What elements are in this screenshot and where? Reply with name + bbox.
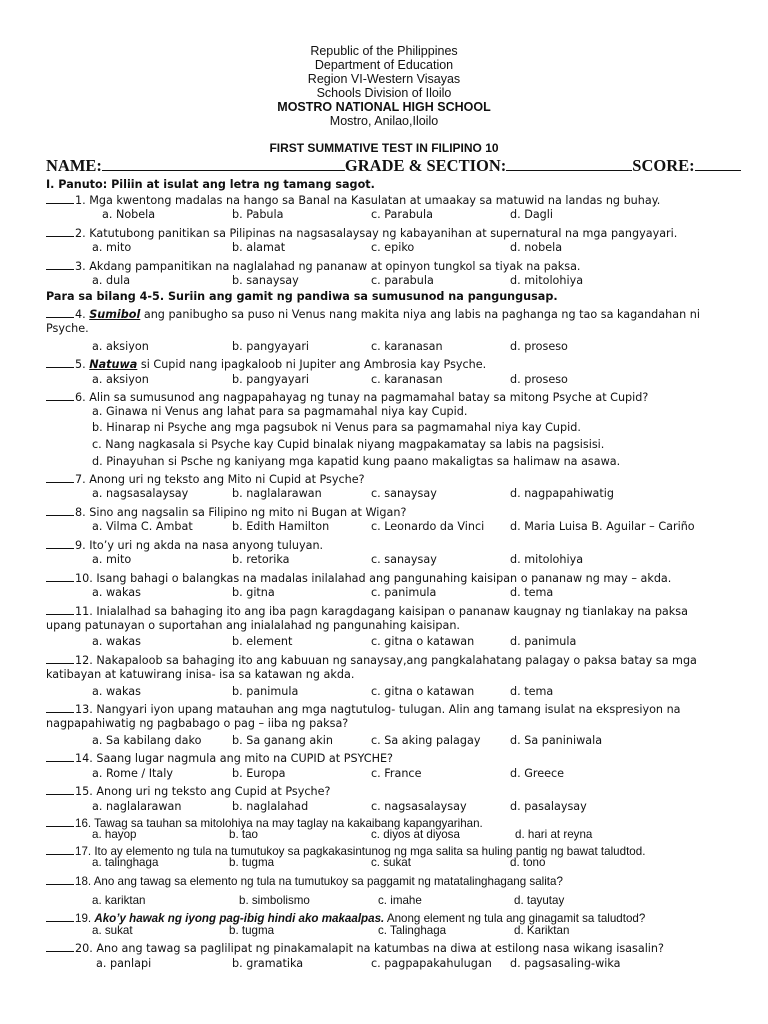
question-15: 15. Anong uri ng teksto ang Cupid at Psyche?	[46, 783, 330, 799]
option: c. gitna o katawan	[371, 685, 475, 698]
option: b. retorika	[232, 553, 290, 566]
answer-blank[interactable]	[46, 537, 74, 549]
option: d. proseso	[510, 340, 568, 353]
option: c. Leonardo da Vinci	[371, 520, 485, 533]
question-8: 8. Sino ang nagsalin sa Filipino ng mito ni Bugan at Wigan?	[46, 504, 406, 520]
option: b. Hinarap ni Psyche ang mga pagsubok ni Venus para sa pagmamahal niya kay Cupid.	[92, 421, 581, 434]
option: c. epiko	[371, 241, 415, 254]
name-label: NAME:	[46, 156, 102, 175]
option: a. Vilma C. Ambat	[92, 520, 193, 533]
question-9: 9. Ito’y uri ng akda na nasa anyong tuluyan.	[46, 537, 323, 553]
option: b. simbolismo	[239, 894, 310, 907]
option: a. wakas	[92, 586, 141, 599]
question-4: 4. Sumibol ang panibugho sa puso ni Venus nang makita niya ang labis na paghanga ng tao sa kagandahan ni	[46, 306, 700, 322]
option: c. karanasan	[371, 373, 443, 386]
option: b. panimula	[232, 685, 299, 698]
section-note: Para sa bilang 4-5. Suriin ang gamit ng pandiwa sa sumusunod na pangungusap.	[46, 290, 558, 303]
option: c. diyos at diyosa	[371, 828, 460, 841]
option: d. nobela	[510, 241, 563, 254]
test-title: FIRST SUMMATIVE TEST IN FILIPINO 10	[269, 141, 499, 155]
option: b. naglalarawan	[232, 487, 322, 500]
question-16: 16. Tawag sa tauhan sa mitolohiya na may taglay na kakaibang kapangyarihan.	[46, 815, 483, 831]
option: d. panimula	[510, 635, 577, 648]
answer-blank[interactable]	[46, 652, 74, 664]
option: c. imahe	[378, 894, 422, 907]
option: d. tono	[510, 856, 546, 869]
option: d. mitolohiya	[510, 274, 584, 287]
answer-blank[interactable]	[46, 356, 74, 368]
option: b. tao	[229, 828, 259, 841]
header-region: Region VI-Western Visayas	[307, 72, 461, 86]
option: d. mitolohiya	[510, 553, 584, 566]
grade-blank[interactable]	[506, 156, 632, 171]
option: d. tayutay	[514, 894, 565, 907]
school-name: MOSTRO NATIONAL HIGH SCHOOL	[277, 100, 491, 114]
option: d. nagpapahiwatig	[510, 487, 614, 500]
option: b. pangyayari	[232, 373, 310, 386]
answer-blank[interactable]	[46, 306, 74, 318]
answer-blank[interactable]	[46, 783, 74, 795]
option: c. parabula	[371, 274, 434, 287]
question-19: 19. Ako’y hawak ng iyong pag-ibig hindi ako makaalpas. Anong element ng tula ang ginagamit sa taludtod?	[46, 910, 645, 926]
highlighted-verb: Natuwa	[89, 358, 138, 371]
option: d. Dagli	[510, 208, 554, 221]
question-17: 17. Ito ay elemento ng tula na tumutukoy sa pagkakasintunog ng mga salita sa huling pantig ng bawat taludtod.	[46, 843, 645, 859]
option: b. alamat	[232, 241, 286, 254]
option: b. Pabula	[232, 208, 284, 221]
school-address: Mostro, Anilao,Iloilo	[329, 114, 439, 128]
option: a. wakas	[92, 635, 141, 648]
option: d. Pinayuhan si Psche ng kaniyang mga kapatid kung paano makaligtas sa halimaw na asawa.	[92, 455, 621, 468]
option: c. France	[371, 767, 422, 780]
question-10: 10. Isang bahagi o balangkas na madalas inilalahad ang pangunahing kaisipan o pananaw ng may – akda.	[46, 570, 671, 586]
option: a. dula	[92, 274, 131, 287]
answer-blank[interactable]	[46, 570, 74, 582]
option: c. panimula	[371, 586, 437, 599]
answer-blank[interactable]	[46, 603, 74, 615]
highlighted-verb: Sumibol	[89, 308, 141, 321]
answer-blank[interactable]	[46, 192, 74, 204]
option: a. naglalarawan	[92, 800, 182, 813]
option: c. Talinghaga	[378, 924, 447, 937]
option: d. Maria Luisa B. Aguilar – Cariño	[510, 520, 695, 533]
answer-blank[interactable]	[46, 471, 74, 483]
option: b. sanaysay	[232, 274, 299, 287]
option: b. naglalahad	[232, 800, 309, 813]
option: a. Sa kabilang dako	[92, 734, 202, 747]
instruction: I. Panuto: Piliin at isulat ang letra ng tamang sagot.	[46, 178, 375, 191]
name-blank[interactable]	[102, 156, 345, 171]
answer-blank[interactable]	[46, 910, 74, 922]
option: d. pagsasaling-wika	[510, 957, 621, 970]
header-division: Schools Division of Iloilo	[316, 86, 452, 100]
question-11-cont: upang patunayan o suportahan ang inialalahad ng pangunahing kaisipan.	[46, 619, 460, 632]
option: a. Rome / Italy	[92, 767, 174, 780]
question-6: 6. Alin sa sumusunod ang nagpapahayag ng tunay na pagmamahal batay sa mitong Psyche at Cupid?	[46, 389, 648, 405]
option: b. tugma	[229, 924, 275, 937]
option: b. Sa ganang akin	[232, 734, 333, 747]
option: d. Greece	[510, 767, 565, 780]
option: a. sukat	[92, 924, 133, 937]
header-department: Department of Education	[314, 58, 454, 72]
score-blank[interactable]	[695, 156, 741, 171]
option: d. pasalaysay	[510, 800, 587, 813]
question-2: 2. Katutubong panitikan sa Pilipinas na nagsasalaysay ng kabayanihan at supernatural na mga pangyayari.	[46, 225, 677, 241]
answer-blank[interactable]	[46, 258, 74, 270]
question-13: 13. Nangyari iyon upang matauhan ang mga nagtutulog- tulugan. Alin ang tamang isulat na ekspresiyon na	[46, 701, 681, 717]
option: c. nagsasalaysay	[371, 800, 467, 813]
question-7: 7. Anong uri ng teksto ang Mito ni Cupid at Psyche?	[46, 471, 365, 487]
option: a. kariktan	[92, 894, 146, 907]
answer-blank[interactable]	[46, 225, 74, 237]
option: a. hayop	[92, 828, 137, 841]
option: d. Sa paniniwala	[510, 734, 603, 747]
option: b. Europa	[232, 767, 286, 780]
option: b. gramatika	[232, 957, 304, 970]
option: b. element	[232, 635, 293, 648]
option: a. mito	[92, 553, 132, 566]
option: b. pangyayari	[232, 340, 310, 353]
option: a. Ginawa ni Venus ang lahat para sa pagmamahal niya kay Cupid.	[92, 405, 468, 418]
question-12: 12. Nakapaloob sa bahaging ito ang kabuuan ng sanaysay,ang pangkalahatang palagay o paksa batay sa mga	[46, 652, 697, 668]
quoted-line: Ako’y hawak ng iyong pag-ibig hindi ako makaalpas.	[94, 912, 385, 925]
answer-blank[interactable]	[46, 940, 74, 952]
score-label: SCORE:	[632, 156, 695, 175]
option: c. pagpapakahulugan	[371, 957, 492, 970]
option: a. aksiyon	[92, 373, 149, 386]
name-row	[46, 156, 726, 176]
question-4-cont: Psyche.	[46, 322, 89, 335]
option: c. sanaysay	[371, 553, 437, 566]
option: c. sukat	[371, 856, 411, 869]
option: a. mito	[92, 241, 132, 254]
answer-blank[interactable]	[46, 389, 74, 401]
option: c. Parabula	[371, 208, 433, 221]
answer-blank[interactable]	[46, 701, 74, 713]
option: d. tema	[510, 586, 554, 599]
option: a. nagsasalaysay	[92, 487, 189, 500]
question-3: 3. Akdang pampanitikan na naglalahad ng pananaw at opinyon tungkol sa tiyak na paksa.	[46, 258, 580, 274]
option: a. panlapi	[96, 957, 152, 970]
option: a. aksiyon	[92, 340, 149, 353]
option: c. sanaysay	[371, 487, 437, 500]
option: c. Sa aking palagay	[371, 734, 481, 747]
question-1: 1. Mga kwentong madalas na hango sa Banal na Kasulatan at umaakay sa matuwid na landas ng buhay.	[46, 192, 660, 208]
question-12-cont: katibayan at katuwirang inisa- isa sa katawan ng akda.	[46, 668, 355, 681]
question-11: 11. Inialalhad sa bahaging ito ang iba pagn karagdagang kaisipan o pananaw kaugnay ng tianlakay na paksa	[46, 603, 688, 619]
answer-blank[interactable]	[46, 815, 74, 827]
question-18: 18. Ano ang tawag sa elemento ng tula na tumutukoy sa paggamit ng matatalinghagang salita?	[46, 873, 563, 889]
question-14: 14. Saang lugar nagmula ang mito na CUPID at PSYCHE?	[46, 750, 393, 766]
option: c. karanasan	[371, 340, 443, 353]
option: b. tugma	[229, 856, 275, 869]
answer-blank[interactable]	[46, 873, 74, 885]
option: b. gitna	[232, 586, 275, 599]
option: c. gitna o katawan	[371, 635, 475, 648]
option: a. Nobela	[102, 208, 156, 221]
option: a. talinghaga	[92, 856, 159, 869]
option: d. proseso	[510, 373, 568, 386]
option: d. tema	[510, 685, 554, 698]
answer-blank[interactable]	[46, 504, 74, 516]
question-5: 5. Natuwa si Cupid nang ipagkaloob ni Jupiter ang Ambrosia kay Psyche.	[46, 356, 486, 372]
question-20: 20. Ano ang tawag sa paglilipat ng pinakamalapit na katumbas na diwa at estilong nasa wikang isasalin?	[46, 940, 664, 956]
option: c. Nang nagkasala si Psyche kay Cupid binalak niyang magpakamatay sa labis na pagsisisi.	[92, 438, 605, 451]
option: d. Kariktan	[514, 924, 570, 937]
option: d. hari at reyna	[515, 828, 593, 841]
answer-blank[interactable]	[46, 750, 74, 762]
header-country: Republic of the Philippines	[310, 44, 458, 58]
question-13-cont: nagpapahiwatig ng pagbabago o pag – iiba ng paksa?	[46, 717, 349, 730]
option: a. wakas	[92, 685, 141, 698]
grade-label: GRADE & SECTION:	[344, 156, 507, 175]
answer-blank[interactable]	[46, 843, 74, 855]
option: b. Edith Hamilton	[232, 520, 330, 533]
